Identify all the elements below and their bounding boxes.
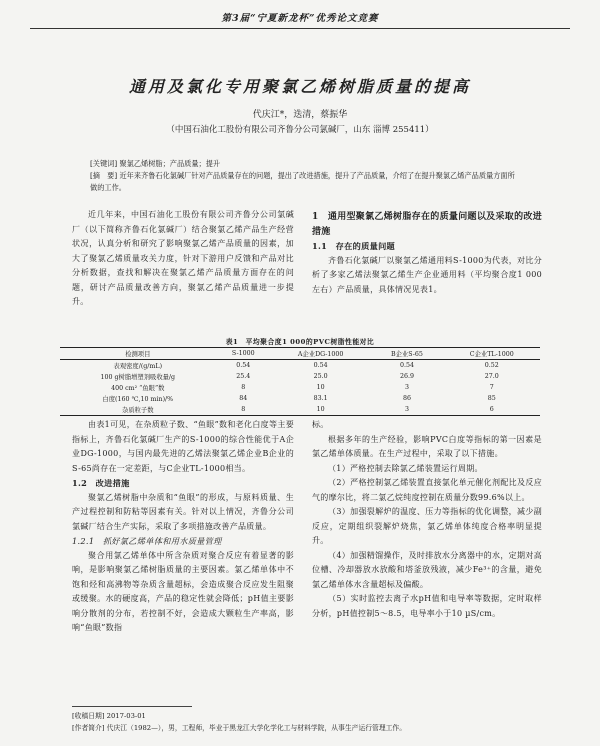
authors: 代庆江*，迭清，蔡振华: [252, 110, 348, 120]
measure-item: （4）加强精馏操作，及时排放水分离器中的水，定期对高位槽、冷却器放水放酸和塔釜放残液，减少Fe³⁺的含量，避免氯乙烯单体水含量超标及偏酸。: [312, 550, 542, 589]
table-cell: 84: [239, 395, 248, 402]
table-row: [60, 393, 540, 404]
table-row: [60, 404, 540, 416]
table-cell: 25.4: [236, 373, 251, 380]
section-1-2-1-text: 聚合用氯乙烯单体中所含杂质对聚合反应有着显著的影响，是影响聚氯乙烯树脂质量的主要因素。氯乙烯单体中不饱和烃和高沸物等杂质含量超标，会造成聚合反应发生阻聚或缓聚。水的硬度高，产品的稳定性就会降低；pH值主要影响分散剂的分布，若控制不好，会造成大颗粒生产率高，影响“鱼眼”数指: [72, 550, 294, 632]
author-bio: [作者简介] 代庆江（1982—），男，工程师，毕业于黑龙江大学化学化工与材料学院，从事生产运行管理工作。: [72, 724, 407, 732]
table-cell: 10: [271, 404, 370, 416]
section-1-heading: 1 通用型聚氯乙烯树脂存在的质量问题以及采取的改进措施: [312, 212, 542, 237]
table-caption: 表1 平均聚合度1 000的PVC树脂性能对比: [225, 338, 375, 346]
table-cell: 8: [241, 384, 246, 391]
table-cell: 白度(160 ℃,10 min)/%: [102, 396, 174, 403]
intro-paragraph: 近几年来，中国石油化工股份有限公司齐鲁分公司氯碱厂（以下简称齐鲁石化氯碱厂）结合聚氯乙烯产品生产经营状况，认真分析和研究了影响聚氯乙烯产品质量的因素，加大了聚氯乙烯质量攻关力度，针对下游用户反馈和产品对比分析数据，查找和解决在聚氯乙烯产品质量方面存在的问题，研讨产品质量改善方向，聚氯乙烯产品质量进一步提升。: [72, 210, 294, 306]
table-cell: 6: [444, 404, 540, 416]
comparison-table: [60, 347, 540, 416]
measure-item: （5）实时监控去离子水pH值和电导率等数据，定时取样分析，pH值控制5～8.5，电导率小于10 µS/cm。: [312, 594, 542, 618]
table-header-row: [60, 348, 540, 360]
received-date: [收稿日期] 2017-03-01: [72, 712, 146, 720]
table-header: B企业S-65: [370, 348, 443, 360]
footnote-rule: [72, 706, 192, 707]
table-cell: 0.54: [399, 362, 414, 369]
table-cell: 7: [489, 384, 494, 391]
table-cell: 27.0: [484, 373, 499, 380]
table-cell: 杂质粒子数: [60, 404, 216, 416]
table-cell: 0.54: [236, 362, 251, 369]
analysis-column: [72, 418, 294, 636]
table-header: S-1000: [216, 348, 271, 360]
table-row: [60, 371, 540, 382]
intro-column: [72, 208, 294, 310]
table-cell: 3: [370, 404, 443, 416]
table-cell: 26.9: [399, 373, 414, 380]
table-analysis: 由表1可见，在杂质粒子数、“鱼眼”数和老化白度等主要指标上，齐鲁石化氯碱厂生产的S-1000的综合性能优于A企业DG-1000，与国内最先进的乙烯法聚氯乙烯企业B企业的S-65尚存在一定差距，与C企业TL-1000相当。: [72, 420, 294, 473]
measure-item: （2）严格控制氯乙烯装置直接氯化单元催化剂配比及反应气的摩尔比，将二氯乙烷纯度控制在质量分数99.6%以上。: [312, 478, 542, 502]
table-cell: 25.0: [313, 373, 328, 380]
table-cell: 100 g树脂增塑剂吸收量/g: [100, 374, 176, 381]
header-rule: [30, 28, 570, 29]
table-cell: 10: [316, 384, 325, 391]
section-1-1-text: 齐鲁石化氯碱厂以聚氯乙烯通用料S-1000为代表，对比分析了多家乙烯法聚氯乙烯生产企业通用料（平均聚合度1 000左右）产品质量，具体情况见表1。: [312, 255, 542, 294]
section1-column: [312, 210, 542, 297]
measures-column: [312, 418, 542, 621]
table-cell: 0.52: [484, 362, 499, 369]
section-1-2-heading: 1.2 改进措施: [72, 478, 130, 488]
table-cell: 表观密度/(g/mL): [113, 363, 163, 370]
abstract: [摘 要] 近年来齐鲁石化氯碱厂针对产品质量存在的问题，提出了改进措施，提升了产品质量，介绍了在提升聚氯乙烯产品质量方面所做的工作。: [90, 171, 515, 192]
table-cell: 86: [402, 395, 411, 402]
section-1-2-1-heading: 1.2.1 抓好氯乙烯单体和用水质量管理: [72, 536, 222, 546]
running-header: 第3届“宁夏新龙杯”优秀论文竞赛: [221, 13, 379, 24]
table-cell: 8: [216, 404, 271, 416]
section-1-2-text: 聚氯乙烯树脂中杂质和“鱼眼”的形成，与原料质量、生产过程控制和防粘等因素有关。针对以上情况，齐鲁分公司氯碱厂结合生产实际，采取了多项措施改善产品质量。: [72, 492, 294, 531]
keywords: [关键词] 聚氯乙烯树脂；产品质量；提升: [90, 159, 221, 168]
table-header: C企业TL-1000: [444, 348, 540, 360]
table-cell: 83.1: [313, 395, 328, 402]
table-cell: 0.54: [313, 362, 328, 369]
section-1-1-heading: 1.1 存在的质量问题: [312, 241, 396, 251]
table-row: [60, 360, 540, 372]
table-header: 检测项目: [60, 348, 216, 360]
table-cell: 3: [404, 384, 409, 391]
measure-item: （1）严格控制去除氯乙烯装置运行周期。: [328, 463, 483, 473]
table-cell: 400 cm² “鱼眼”数: [111, 385, 165, 392]
affiliation: （中国石油化工股份有限公司齐鲁分公司氯碱厂，山东 淄博 255411）: [166, 125, 434, 135]
paper-title: 通用及氯化专用聚氯乙烯树脂质量的提高: [128, 77, 471, 96]
measure-item: （3）加强裂解炉的温度、压力等指标的优化调整，减少副反应，定期组织裂解炉烧焦，氯乙烯单体纯度合格率明显提升。: [312, 507, 542, 545]
table-cell: 85: [487, 395, 496, 402]
continued-text: 标。: [312, 420, 329, 429]
table-row: [60, 382, 540, 393]
measures-intro: 根据多年的生产经验，影响PVC白度等指标的第一因素是氯乙烯单体质量。在生产过程中，采取了以下措施。: [312, 434, 542, 458]
table-header: A企业DG-1000: [271, 348, 370, 360]
